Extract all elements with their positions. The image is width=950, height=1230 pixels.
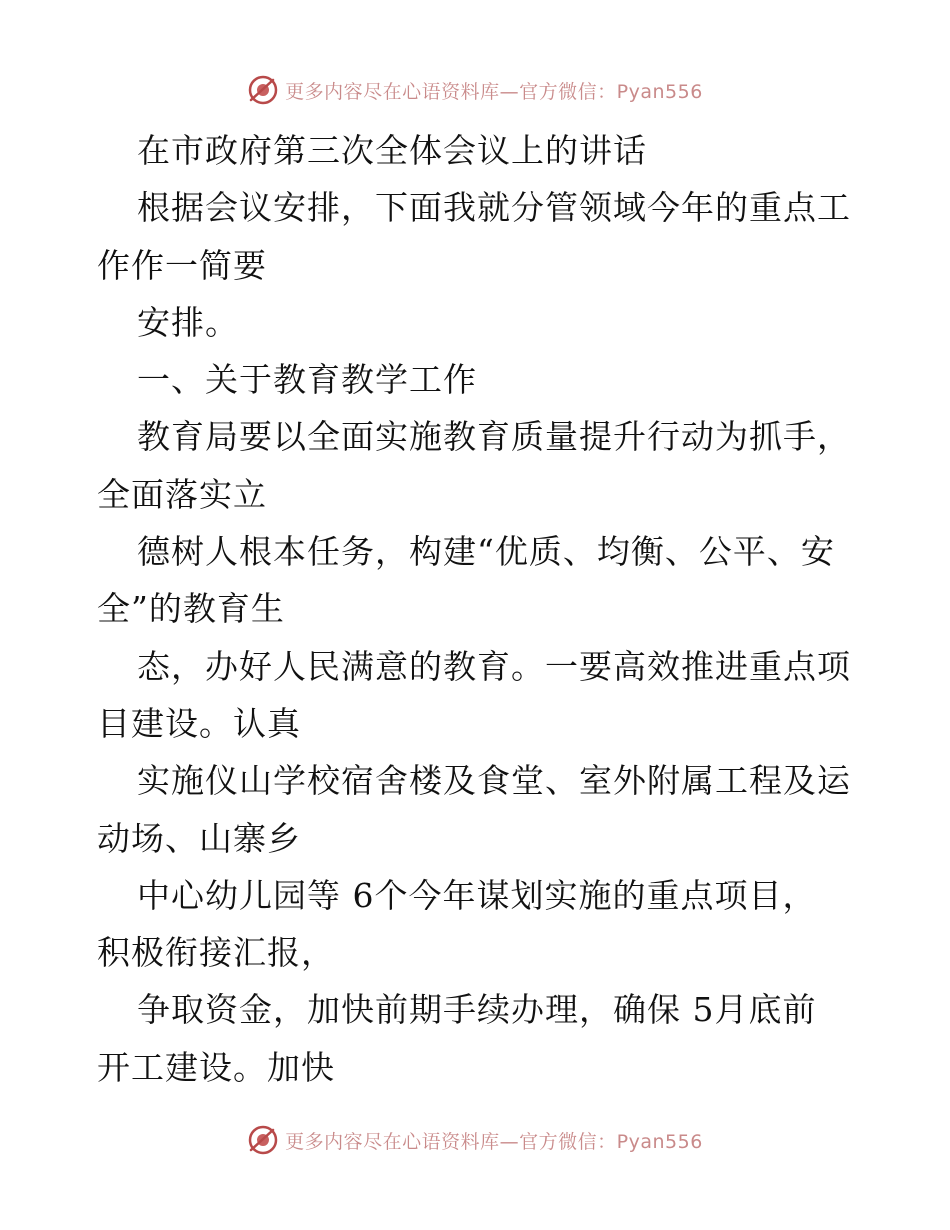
- text-line: 安排。: [137, 302, 239, 342]
- text-line: 积极衔接汇报，: [97, 933, 335, 973]
- text-line: 动场、山寨乡: [97, 818, 301, 858]
- text-line: 态，办好人民满意的教育。一要高效推进重点项: [137, 646, 851, 686]
- logo-icon: [247, 74, 279, 106]
- text-line: 根据会议安排，下面我就分管领域今年的重点工: [137, 188, 851, 228]
- text-line: 实施仪山学校宿舍楼及食堂、室外附属工程及运: [137, 761, 851, 801]
- text-line: 德树人根本任务，构建“优质、均衡、公平、安: [137, 532, 835, 572]
- text-line: 教育局要以全面实施教育质量提升行动为抓手，: [137, 417, 851, 457]
- text-line: 开工建设。加快: [97, 1047, 335, 1087]
- footer-watermark: [0, 1120, 950, 1160]
- text-line: 全面落实立: [97, 474, 267, 514]
- text-line: 中心幼儿园等 6个今年谋划实施的重点项目，: [137, 875, 817, 915]
- document-body: [97, 122, 857, 1096]
- logo-icon: [247, 1124, 279, 1156]
- text-line: 全”的教育生: [97, 589, 285, 629]
- text-line: 一、关于教育教学工作: [137, 360, 477, 400]
- watermark-text: 更多内容尽在心语资料库—官方微信：Pyan556: [285, 1130, 703, 1153]
- header-watermark: [0, 70, 950, 110]
- text-line: 作作一简要: [97, 245, 267, 285]
- text-line: 争取资金，加快前期手续办理，确保 5月底前: [137, 990, 817, 1030]
- text-line: 在市政府第三次全体会议上的讲话: [137, 131, 647, 170]
- text-line: 目建设。认真: [97, 703, 301, 743]
- watermark-text: 更多内容尽在心语资料库—官方微信：Pyan556: [285, 80, 703, 103]
